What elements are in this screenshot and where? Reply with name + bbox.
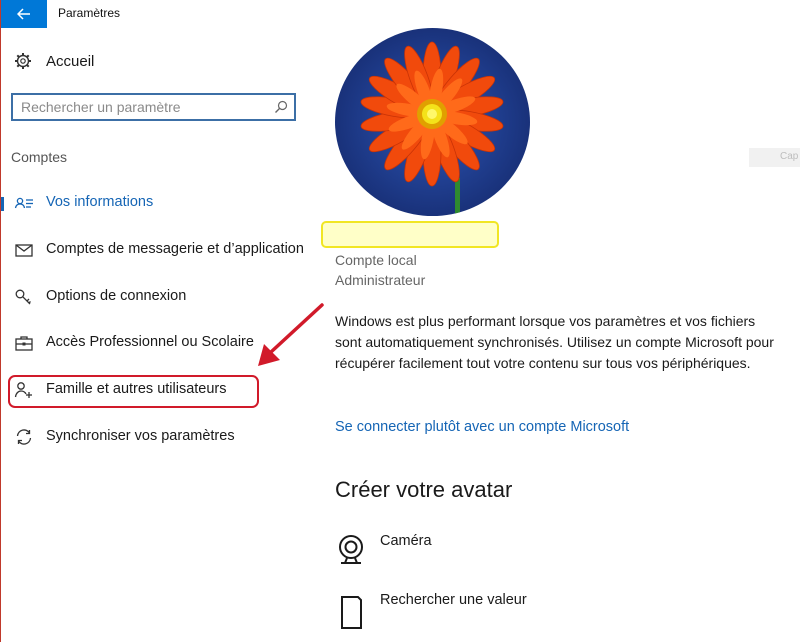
avatar-heading: Créer votre avatar <box>335 477 513 502</box>
sidebar-item-label: Synchroniser vos paramètres <box>46 428 235 444</box>
sync-icon <box>14 428 34 446</box>
cropped-corner-button[interactable]: Cap <box>749 148 800 167</box>
search-icon[interactable] <box>274 100 288 114</box>
sidebar-item-synchroniser[interactable] <box>0 422 318 452</box>
briefcase-icon <box>14 334 34 352</box>
microsoft-account-link[interactable]: Se connecter plutôt avec un compte Microsoft <box>335 419 630 435</box>
main-content <box>320 0 800 642</box>
sidebar-item-vos-informations[interactable] <box>0 188 318 218</box>
sidebar-item-label: Vos informations <box>46 194 154 210</box>
sync-description: Windows est plus performant lorsque vos paramètres et vos fichiers sont automatiquement synchronisés. Utilisez un compte Microsoft pour récupérer facilement tout votre contenu sur tous vos périphériques. <box>335 313 774 371</box>
sidebar-item-label: Comptes de messagerie et d’application <box>46 241 304 257</box>
mail-icon <box>14 241 34 259</box>
account-role: Administrateur <box>335 272 426 288</box>
document-icon <box>335 592 371 632</box>
sidebar-item-label: Options de connexion <box>46 288 187 304</box>
sidebar <box>0 28 320 642</box>
back-button[interactable] <box>1 0 47 28</box>
account-type: Compte local <box>335 252 417 268</box>
annotation-highlight-box <box>8 375 259 408</box>
profile-picture[interactable] <box>335 28 530 216</box>
search-input[interactable] <box>21 95 271 119</box>
person-card-icon <box>14 194 34 212</box>
browse-option[interactable] <box>335 592 527 632</box>
key-icon <box>14 288 34 306</box>
section-label: Comptes <box>11 149 68 165</box>
sidebar-item-acces-professionnel[interactable] <box>0 328 318 358</box>
camera-option[interactable] <box>335 533 432 569</box>
browse-option-label: Rechercher une valeur <box>380 592 527 608</box>
back-arrow-icon <box>17 8 31 20</box>
sidebar-item-options-connexion[interactable] <box>0 282 318 312</box>
webcam-icon <box>335 533 371 569</box>
home-nav-item[interactable] <box>14 52 94 70</box>
camera-option-label: Caméra <box>380 533 432 549</box>
home-label: Accueil <box>46 52 95 70</box>
sidebar-item-label: Famille et autres utilisateurs <box>46 381 227 397</box>
gear-icon <box>14 52 32 70</box>
window-title: Paramètres <box>58 6 121 20</box>
sidebar-item-comptes-messagerie[interactable] <box>0 235 318 265</box>
sidebar-item-label: Accès Professionnel ou Scolaire <box>46 334 254 350</box>
account-name-redacted <box>321 221 499 248</box>
active-indicator <box>1 197 4 211</box>
settings-search-box[interactable] <box>11 93 296 121</box>
